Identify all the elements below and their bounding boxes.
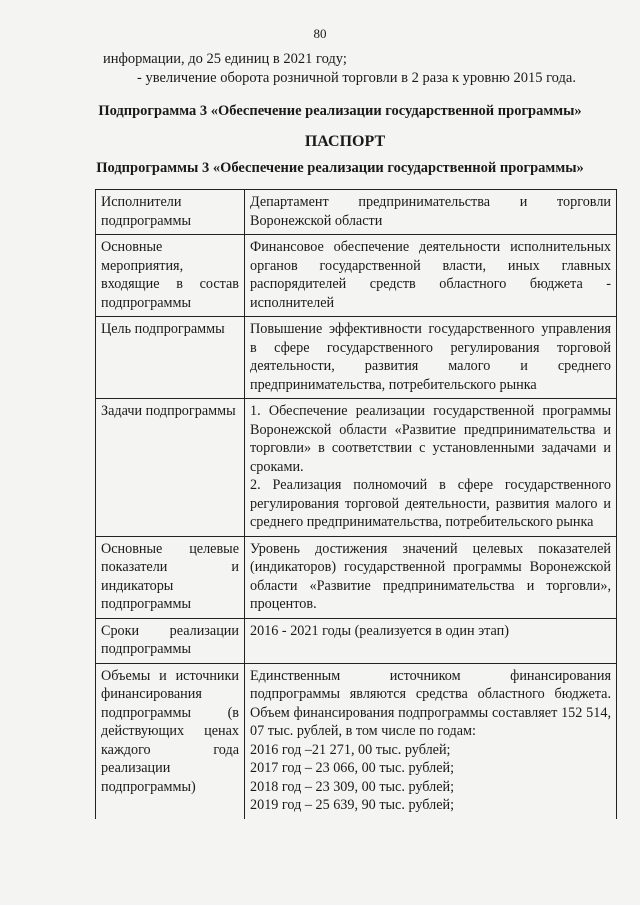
row-label-tasks: Задачи подпрограммы xyxy=(96,399,245,537)
table-row xyxy=(96,536,617,618)
page-number: 80 xyxy=(313,26,327,41)
funding-year-2017: 2017 год – 23 066, 00 тыс. рублей; xyxy=(250,760,455,776)
row-label-activities: Основные мероприятия, входящие в состав подпрограммы xyxy=(96,235,245,317)
row-value-executors: Департамент предпринимательства и торговли Воронежской области xyxy=(245,190,617,235)
row-label-terms: Сроки реализации подпрограммы xyxy=(96,618,245,663)
subprogram-heading: Подпрограмма 3 «Обеспечение реализации государственной программы» xyxy=(98,103,582,119)
table-row xyxy=(96,317,617,399)
task-1: 1. Обеспечение реализации государственной программы Воронежской области «Развитие предпринимательства и торговли» в соответствии с установленными задачами и сроками. xyxy=(250,403,611,475)
table-row xyxy=(96,235,617,317)
table-row xyxy=(96,399,617,537)
row-value-funding xyxy=(245,663,617,819)
row-value-goal: Повышение эффективности государственного управления в сфере государственного регулирования торговой деятельности, развития малого и среднего предпринимательства, потребительского рынка xyxy=(245,317,617,399)
table-row xyxy=(96,663,617,819)
funding-year-2018: 2018 год – 23 309, 00 тыс. рублей; xyxy=(250,778,455,795)
row-value-terms: 2016 - 2021 годы (реализуется в один этап) xyxy=(245,618,617,663)
row-value-tasks xyxy=(245,399,617,537)
row-label-executors: Исполнители подпрограммы xyxy=(96,190,245,235)
intro-line-2: - увеличение оборота розничной торговли в 2 раза к уровню 2015 года. xyxy=(137,70,576,86)
intro-text xyxy=(103,50,613,88)
table-row xyxy=(96,190,617,235)
passport-subtitle: Подпрограммы 3 «Обеспечение реализации государственной программы» xyxy=(96,160,584,176)
table-row xyxy=(96,618,617,663)
row-label-goal: Цель подпрограммы xyxy=(96,317,245,399)
row-value-activities: Финансовое обеспечение деятельности исполнительных органов государственной власти, иных главных распорядителей средств областного бюджета - исполнителей xyxy=(245,235,617,317)
funding-year-2016: 2016 год –21 271, 00 тыс. рублей; xyxy=(250,741,451,758)
row-label-funding: Объемы и источники финансирования подпрограммы (в действующих ценах каждого года реализации подпрограммы) xyxy=(96,663,245,819)
funding-description: Единственным источником финансирования подпрограммы являются средства областного бюджета. Объем финансирования подпрограммы составляет 152 514, 07 тыс. рублей, в том числе по годам: xyxy=(250,667,611,739)
passport-title: ПАСПОРТ xyxy=(304,133,386,150)
row-label-indicators: Основные целевые показатели и индикаторы подпрограммы xyxy=(96,536,245,618)
task-2: 2. Реализация полномочий в сфере государственного регулирования торговой деятельности, развития малого и среднего предпринимательства, потребительского рынка xyxy=(250,477,611,530)
funding-year-2019: 2019 год – 25 639, 90 тыс. рублей; xyxy=(250,797,455,813)
intro-line-1: информации, до 25 единиц в 2021 году; xyxy=(103,51,347,67)
passport-table xyxy=(95,189,617,819)
row-value-indicators: Уровень достижения значений целевых показателей (индикаторов) государственной программы Воронежской области «Развитие предпринимательства и торговли», процентов. xyxy=(245,536,617,618)
